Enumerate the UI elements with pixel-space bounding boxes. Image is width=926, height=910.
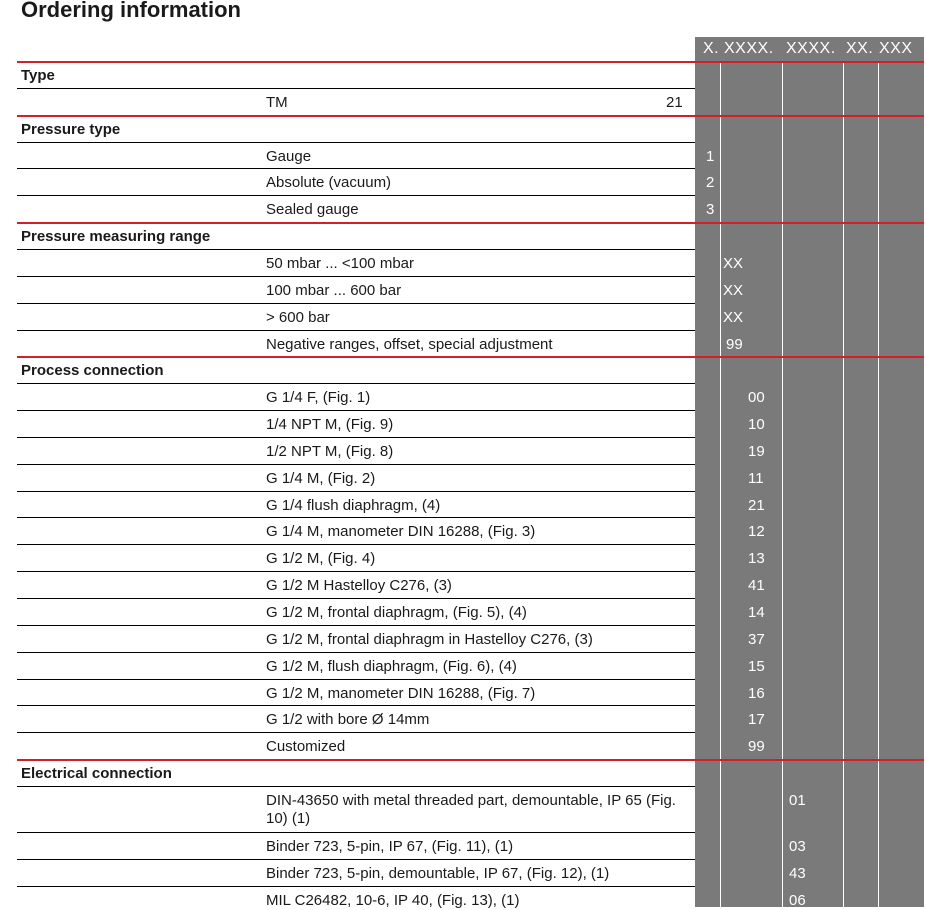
option-code: XX	[723, 308, 744, 326]
option-label: TM	[266, 93, 288, 111]
option-label: G 1/4 flush diaphragm, (4)	[266, 496, 441, 514]
option-label: Negative ranges, offset, special adjustment	[266, 335, 553, 353]
row-divider	[17, 832, 695, 833]
option-code: 37	[748, 630, 765, 648]
row-divider	[17, 88, 695, 89]
header-code-segment: XXXX.	[786, 40, 836, 57]
row-divider	[17, 786, 695, 787]
row-divider	[17, 276, 695, 277]
code-grid	[695, 37, 924, 907]
option-code: 17	[748, 711, 765, 729]
option-code: 19	[748, 442, 765, 460]
row-divider	[17, 491, 695, 492]
option-code: 16	[748, 684, 765, 702]
row-divider	[17, 195, 695, 196]
option-code: 21	[748, 496, 765, 514]
code-grid-separator	[782, 62, 783, 907]
row-divider	[17, 437, 695, 438]
option-label: Binder 723, 5-pin, IP 67, (Fig. 11), (1)	[266, 838, 514, 856]
row-divider	[17, 859, 695, 860]
option-code: 10	[748, 416, 765, 434]
section-divider	[17, 222, 924, 224]
option-label: G 1/2 with bore Ø 14mm	[266, 711, 430, 729]
option-code: 03	[789, 838, 806, 856]
option-label: Absolute (vacuum)	[266, 174, 392, 192]
option-label: Gauge	[266, 147, 312, 165]
section-divider	[17, 356, 924, 358]
option-label: G 1/4 M, (Fig. 2)	[266, 469, 376, 487]
option-code: 99	[726, 335, 743, 353]
section-title: Pressure measuring range	[21, 228, 211, 246]
row-divider	[17, 679, 695, 680]
section-title: Type	[21, 67, 55, 84]
page-title: Ordering information	[21, 0, 241, 22]
option-code: 14	[748, 604, 765, 621]
option-label: 1/4 NPT M, (Fig. 9)	[266, 416, 394, 434]
row-divider	[17, 598, 695, 599]
option-code: 12	[748, 523, 765, 541]
option-code: 2	[706, 174, 715, 192]
row-divider	[17, 705, 695, 706]
row-divider	[17, 571, 695, 572]
option-label: G 1/2 M, manometer DIN 16288, (Fig. 7)	[266, 684, 536, 702]
row-divider	[17, 168, 695, 169]
row-divider	[17, 652, 695, 653]
row-divider	[17, 517, 695, 518]
option-label: MIL C26482, 10-6, IP 40, (Fig. 13), (1)	[266, 892, 520, 910]
code-grid-separator	[843, 62, 844, 907]
option-code: 01	[789, 791, 806, 809]
option-code: XX	[723, 281, 744, 299]
option-code: 21	[666, 93, 683, 111]
option-code: 00	[748, 389, 765, 407]
option-label: G 1/2 M, (Fig. 4)	[266, 550, 376, 568]
option-label: G 1/4 F, (Fig. 1)	[266, 389, 371, 407]
row-divider	[17, 383, 695, 384]
section-title: Electrical connection	[21, 765, 172, 783]
option-label: Sealed gauge	[266, 201, 359, 219]
section-title: Pressure type	[21, 120, 121, 138]
option-label: DIN-43650 with metal threaded part, demountable, IP 65 (Fig. 10) (1)	[266, 791, 676, 827]
header-code-segment: X.	[703, 40, 720, 57]
option-label: 1/2 NPT M, (Fig. 8)	[266, 442, 394, 460]
section-divider	[17, 61, 924, 63]
option-code: 13	[748, 550, 765, 568]
option-code: 3	[706, 201, 715, 219]
option-code: 99	[748, 738, 765, 756]
option-label: G 1/2 M, flush diaphragm, (Fig. 6), (4)	[266, 657, 517, 675]
option-label: G 1/2 M Hastelloy C276, (3)	[266, 577, 452, 595]
row-divider	[17, 732, 695, 733]
section-divider	[17, 115, 924, 117]
option-label: 100 mbar ... 600 bar	[266, 281, 402, 299]
option-code: 41	[748, 577, 765, 595]
option-code: 43	[789, 865, 806, 883]
row-divider	[17, 625, 695, 626]
row-divider	[17, 886, 695, 887]
section-divider	[17, 759, 924, 761]
option-label: G 1/4 M, manometer DIN 16288, (Fig. 3)	[266, 523, 536, 541]
option-code: 1	[706, 147, 715, 165]
code-grid-separator	[878, 62, 879, 907]
row-divider	[17, 410, 695, 411]
option-label: G 1/2 M, frontal diaphragm in Hastelloy C276, (3)	[266, 630, 593, 648]
row-divider	[17, 142, 695, 143]
option-code: XX	[723, 254, 744, 272]
header-code-segment: XX.	[846, 40, 874, 57]
row-divider	[17, 544, 695, 545]
header-code-segment: XXX	[879, 40, 913, 57]
option-label: Customized	[266, 738, 346, 756]
section-title: Process connection	[21, 362, 164, 380]
header-code-segment: XXXX.	[724, 40, 774, 57]
code-grid-separator	[720, 62, 721, 907]
option-code: 15	[748, 657, 765, 675]
option-code: 06	[789, 892, 806, 910]
row-divider	[17, 330, 695, 331]
row-divider	[17, 303, 695, 304]
option-label: > 600 bar	[266, 308, 330, 326]
option-code: 11	[748, 469, 764, 487]
option-label: 50 mbar ... <100 mbar	[266, 254, 414, 272]
option-label: G 1/2 M, frontal diaphragm, (Fig. 5), (4)	[266, 604, 527, 621]
option-label: Binder 723, 5-pin, demountable, IP 67, (Fig. 12), (1)	[266, 865, 610, 883]
row-divider	[17, 464, 695, 465]
row-divider	[17, 249, 695, 250]
